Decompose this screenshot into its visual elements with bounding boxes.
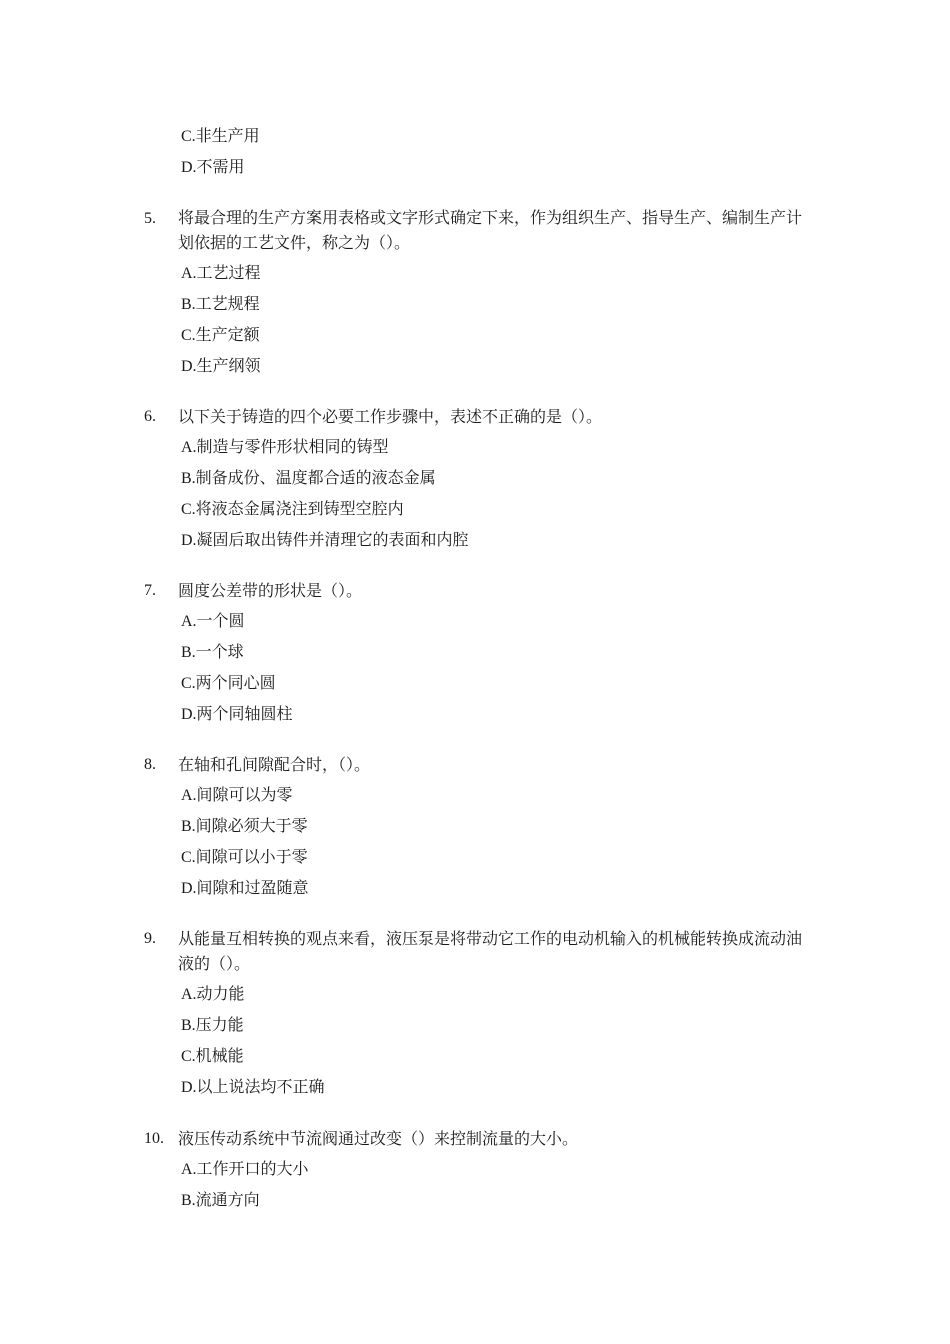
option-b: B.压力能 (181, 1017, 244, 1034)
option-a: A.工作开口的大小 (181, 1161, 309, 1178)
option-c: C.机械能 (181, 1048, 244, 1065)
option-a: A.动力能 (181, 986, 245, 1003)
question-number: 10. (144, 1130, 164, 1147)
option-b: B.工艺规程 (181, 296, 260, 313)
option-d: D.以上说法均不正确 (181, 1079, 325, 1096)
question-text: 液压传动系统中节流阀通过改变（）来控制流量的大小。 (178, 1131, 579, 1148)
question-number: 7. (144, 582, 156, 599)
question-text: 在轴和孔间隙配合时，（）。 (178, 757, 371, 774)
option-b: B.制备成份、温度都合适的液态金属 (181, 470, 436, 487)
option-d: D.间隙和过盈随意 (181, 880, 309, 897)
question-number: 8. (144, 756, 156, 773)
option-d: D.生产纲领 (181, 358, 261, 375)
question-number: 5. (144, 210, 156, 227)
option-a: A.制造与零件形状相同的铸型 (181, 439, 389, 456)
question-text: 将最合理的生产方案用表格或文字形式确定下来，作为组织生产、指导生产、编制生产计划依据的工艺文件，称之为（）。 (178, 210, 803, 252)
option-d: D.两个同轴圆柱 (181, 706, 293, 723)
option-b: B.一个球 (181, 644, 244, 661)
question-number: 9. (144, 930, 156, 947)
question-text: 圆度公差带的形状是（）。 (178, 583, 363, 600)
option-c: C.两个同心圆 (181, 675, 276, 692)
option-a: A.间隙可以为零 (181, 787, 293, 804)
option-b: B.流通方向 (181, 1192, 260, 1209)
option-c: C.非生产用 (181, 128, 260, 145)
question-text: 从能量互相转换的观点来看，液压泵是将带动它工作的电动机输入的机械能转换成流动油液的（）。 (178, 931, 803, 973)
option-d: D.不需用 (181, 159, 245, 176)
option-a: A.一个圆 (181, 613, 245, 630)
option-c: C.生产定额 (181, 327, 260, 344)
question-text: 以下关于铸造的四个必要工作步骤中，表述不正确的是（）。 (178, 409, 603, 426)
option-b: B.间隙必须大于零 (181, 818, 308, 835)
option-d: D.凝固后取出铸件并清理它的表面和内腔 (181, 532, 469, 549)
option-a: A.工艺过程 (181, 265, 261, 282)
question-number: 6. (144, 408, 156, 425)
option-c: C.将液态金属浇注到铸型空腔内 (181, 501, 404, 518)
option-c: C.间隙可以小于零 (181, 849, 308, 866)
